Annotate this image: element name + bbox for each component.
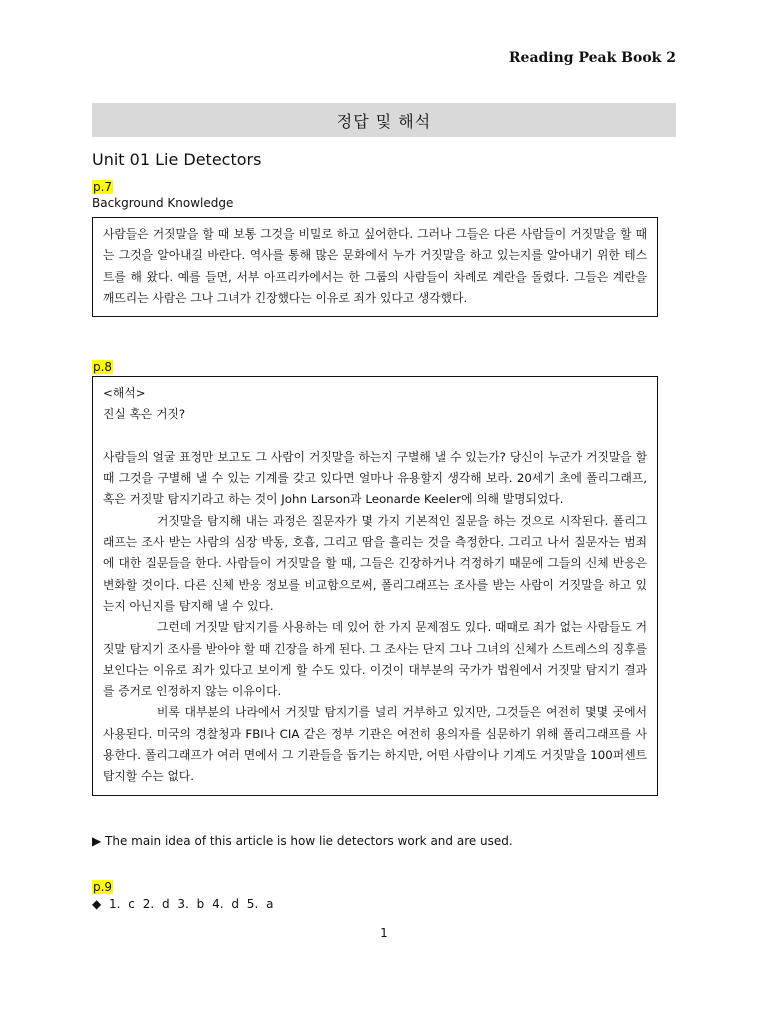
page-label-p7-text: p.7 — [93, 180, 113, 194]
answer-list: ◆ 1. c 2. d 3. b 4. d 5. a — [92, 897, 274, 911]
translation-heading: <해석> — [103, 386, 146, 400]
background-knowledge-label: Background Knowledge — [92, 196, 234, 210]
answer-key-title-bar — [92, 103, 676, 137]
page-number: 1 — [380, 926, 388, 940]
page-label-p9 — [92, 876, 113, 895]
translation-subheading: 진실 혹은 거짓? — [103, 407, 186, 422]
unit-title: Unit 01 Lie Detectors — [92, 150, 262, 169]
page-label-p8-text: p.8 — [93, 360, 113, 374]
background-knowledge-text: 사람들은 거짓말을 할 때 보통 그것을 비밀로 하고 싶어한다. 그러나 그들은 다른 사람들이 거짓말을 할 때는 그것을 알아내길 바란다. 역사를 통해 많은 문화에서 누가 거짓말을 하고 있는지를 알아내기 위한 테스트를 해 왔다. 예를 들면, 서부 아프리카에서는 한 그룹의 사람들이 차례로 계란을 돌렸다. 그들은 계란을 깨뜨리는 사람은 그나 그녀가 긴장했다는 이유로 죄가 있다고 생각했다. — [103, 227, 647, 305]
translation-paragraph-4: 비록 대부분의 나라에서 거짓말 탐지기를 널리 거부하고 있지만, 그것들은 여전히 몇몇 곳에서 사용된다. 미국의 경찰청과 FBI나 CIA 같은 정부 기관은 여전히 용의자를 심문하기 위해 폴리그래프를 사용한다. 폴리그래프가 여러 면에서 그 기관들을 돕기는 하지만, 어떤 사람이나 기계도 거짓말을 100퍼센트 탐지할 수는 없다. — [103, 705, 647, 784]
page-label-p9-text: p.9 — [93, 880, 113, 894]
blank-line — [103, 426, 647, 447]
background-knowledge-box — [92, 217, 658, 317]
translation-paragraph-1: 사람들의 얼굴 표정만 보고도 그 사람이 거짓말을 하는지 구별해 낼 수 있는가? 당신이 누군가 거짓말을 할 때 그것을 구별해 낼 수 있는 기계를 갖고 있다면 얼마나 유용할지 생각해 보라. 20세기 초에 폴리그래프, 혹은 거짓말 탐지기라고 하는 것이 John Larson과 Leonarde Keeler에 의해 발명되었다. — [103, 449, 647, 507]
main-idea-line: ▶ The main idea of this article is how lie detectors work and are used. — [92, 834, 513, 848]
book-title: Reading Peak Book 2 — [508, 50, 676, 66]
answer-key-title: 정답 및 해석 — [336, 111, 432, 131]
translation-paragraph-2: 거짓말을 탐지해 내는 과정은 질문자가 몇 가지 기본적인 질문을 하는 것으로 시작된다. 폴리그래프는 조사 받는 사람의 심장 박동, 호흡, 그리고 땀을 흘리는 것을 측정한다. 그리고 나서 질문자는 범죄에 대한 질문들을 한다. 사람들이 거짓말을 할 때, 그들은 긴장하거나 걱정하기 때문에 그들의 신체 반응은 변화할 것이다. 다른 신체 반응 정보를 비교함으로써, 폴리그래프는 조사를 받는 사람이 거짓말을 하고 있는지 아닌지를 탐지해 낼 수 있다. — [103, 513, 647, 613]
translation-paragraph-3: 그런데 거짓말 탐지기를 사용하는 데 있어 한 가지 문제점도 있다. 때때로 죄가 없는 사람들도 거짓말 탐지기 조사를 받아야 할 때 긴장을 하게 된다. 그 조사는 단지 그나 그녀의 신체가 스트레스의 징후를 보인다는 이유로 죄가 있다고 보이게 할 수도 있다. 이것이 대부분의 국가가 법원에서 거짓말 탐지기 결과를 증거로 인정하지 않는 이유이다. — [103, 620, 647, 699]
translation-box — [92, 376, 658, 796]
page-label-p8 — [92, 356, 113, 375]
page-label-p7 — [92, 176, 113, 195]
